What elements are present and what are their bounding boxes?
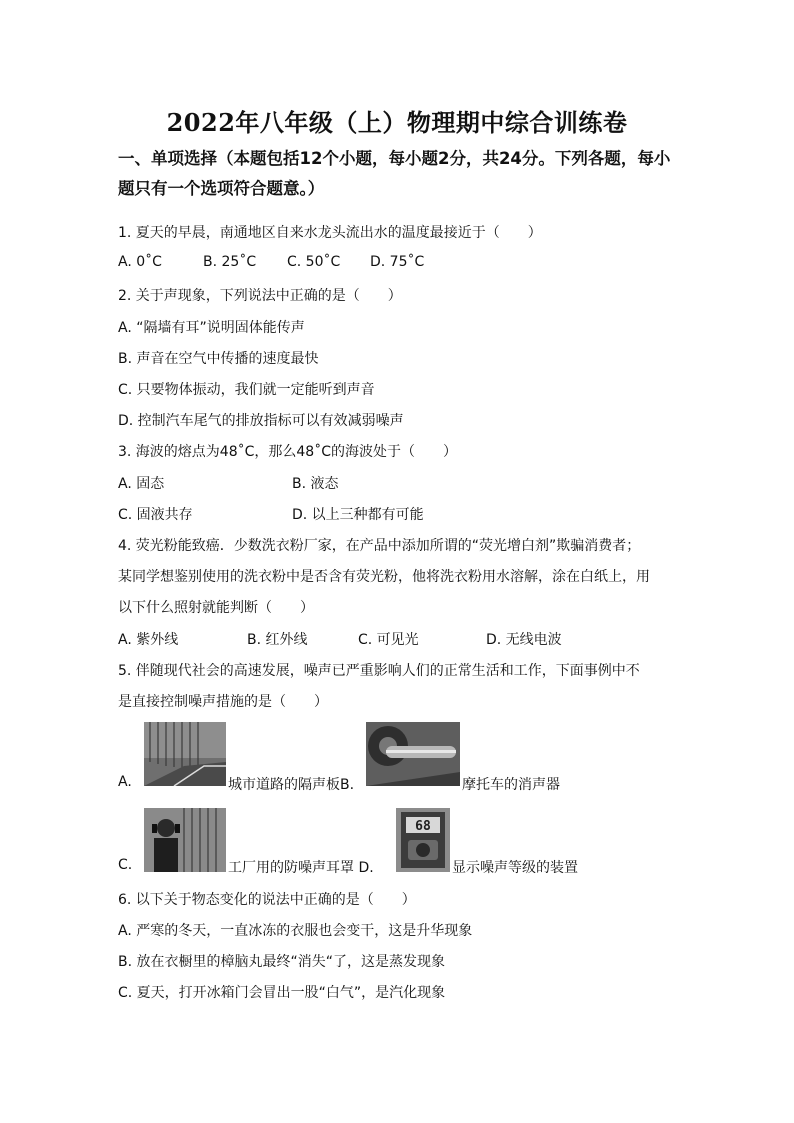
question-5-option-d-caption: 显示噪声等级的装置 bbox=[452, 860, 578, 876]
sound-barrier-photo bbox=[144, 722, 226, 786]
question-5-option-b-caption: 摩托车的消声器 bbox=[462, 777, 560, 793]
question-3-option-d: D. 以上三种都有可能 bbox=[292, 507, 424, 523]
question-1-option-c: C. 50˚C bbox=[287, 254, 341, 270]
question-4-option-c: C. 可见光 bbox=[358, 632, 419, 648]
question-4-stem-line-1: 4. 荧光粉能致癌．少数洗衣粉厂家，在产品中添加所谓的“荧光增白剂”欺骗消费者； bbox=[118, 538, 641, 554]
question-5-option-c-caption: 工厂用的防噪声耳罩 D. bbox=[228, 860, 374, 876]
question-1-option-b: B. 25˚C bbox=[203, 254, 257, 270]
question-2-option-d: D. 控制汽车尾气的排放指标可以有效减弱噪声 bbox=[118, 413, 404, 429]
question-4-stem-line-2: 某同学想鉴别使用的洗衣粉中是否含有荧光粉，他将洗衣粉用水溶解，涂在白纸上，用 bbox=[118, 569, 650, 585]
noise-meter-photo bbox=[396, 808, 450, 872]
question-3-option-c: C. 固液共存 bbox=[118, 507, 193, 523]
question-3-option-b: B. 液态 bbox=[292, 476, 339, 492]
question-2-stem: 2. 关于声现象，下列说法中正确的是（ ） bbox=[118, 288, 402, 304]
question-6-option-b: B. 放在衣橱里的樟脑丸最终“消失“了，这是蒸发现象 bbox=[118, 954, 446, 970]
section-heading-line-1: 一、单项选择（本题包括12个小题，每小题2分，共24分。下列各题，每小 bbox=[118, 149, 671, 168]
question-6-option-a: A. 严寒的冬天，一直冰冻的衣服也会变干，这是升华现象 bbox=[118, 923, 473, 939]
question-5-option-a-letter: A. bbox=[118, 774, 132, 790]
section-heading bbox=[118, 144, 698, 204]
question-1-option-a: A. 0˚C bbox=[118, 254, 162, 270]
question-3-stem: 3. 海波的熔点为48˚C，那么48˚C的海波处于（ ） bbox=[118, 444, 457, 460]
question-5-stem-line-1: 5. 伴随现代社会的高速发展，噪声已严重影响人们的正常生活和工作，下面事例中不 bbox=[118, 663, 640, 679]
motorcycle-muffler-photo bbox=[366, 722, 460, 786]
question-2-option-c: C. 只要物体振动，我们就一定能听到声音 bbox=[118, 382, 375, 398]
noise-meter-reading: 68 bbox=[415, 819, 431, 834]
question-5-stem-line-2: 是直接控制噪声措施的是（ ） bbox=[118, 694, 328, 710]
question-4-stem-line-3: 以下什么照射就能判断（ ） bbox=[118, 600, 314, 616]
question-4-option-d: D. 无线电波 bbox=[486, 632, 562, 648]
question-2-option-b: B. 声音在空气中传播的速度最快 bbox=[118, 351, 319, 367]
question-6-stem: 6. 以下关于物态变化的说法中正确的是（ ） bbox=[118, 892, 416, 908]
question-2-option-a: A. “隔墙有耳”说明固体能传声 bbox=[118, 320, 305, 336]
question-6-option-c: C. 夏天，打开冰箱门会冒出一股“白气”，是汽化现象 bbox=[118, 985, 446, 1001]
question-4-option-a: A. 紫外线 bbox=[118, 632, 179, 648]
section-heading-line-2: 题只有一个选项符合题意。） bbox=[118, 179, 325, 198]
question-1-stem: 1. 夏天的早晨，南通地区自来水龙头流出水的温度最接近于（ ） bbox=[118, 225, 542, 241]
question-5-option-a-caption: 城市道路的隔声板B. bbox=[228, 777, 355, 793]
question-3-option-a: A. 固态 bbox=[118, 476, 165, 492]
question-4-option-b: B. 红外线 bbox=[247, 632, 308, 648]
factory-earmuffs-photo bbox=[144, 808, 226, 872]
question-1-option-d: D. 75˚C bbox=[370, 254, 425, 270]
question-5-option-c-letter: C. bbox=[118, 857, 133, 873]
page-title: 2022年八年级（上）物理期中综合训练卷 bbox=[166, 108, 628, 137]
